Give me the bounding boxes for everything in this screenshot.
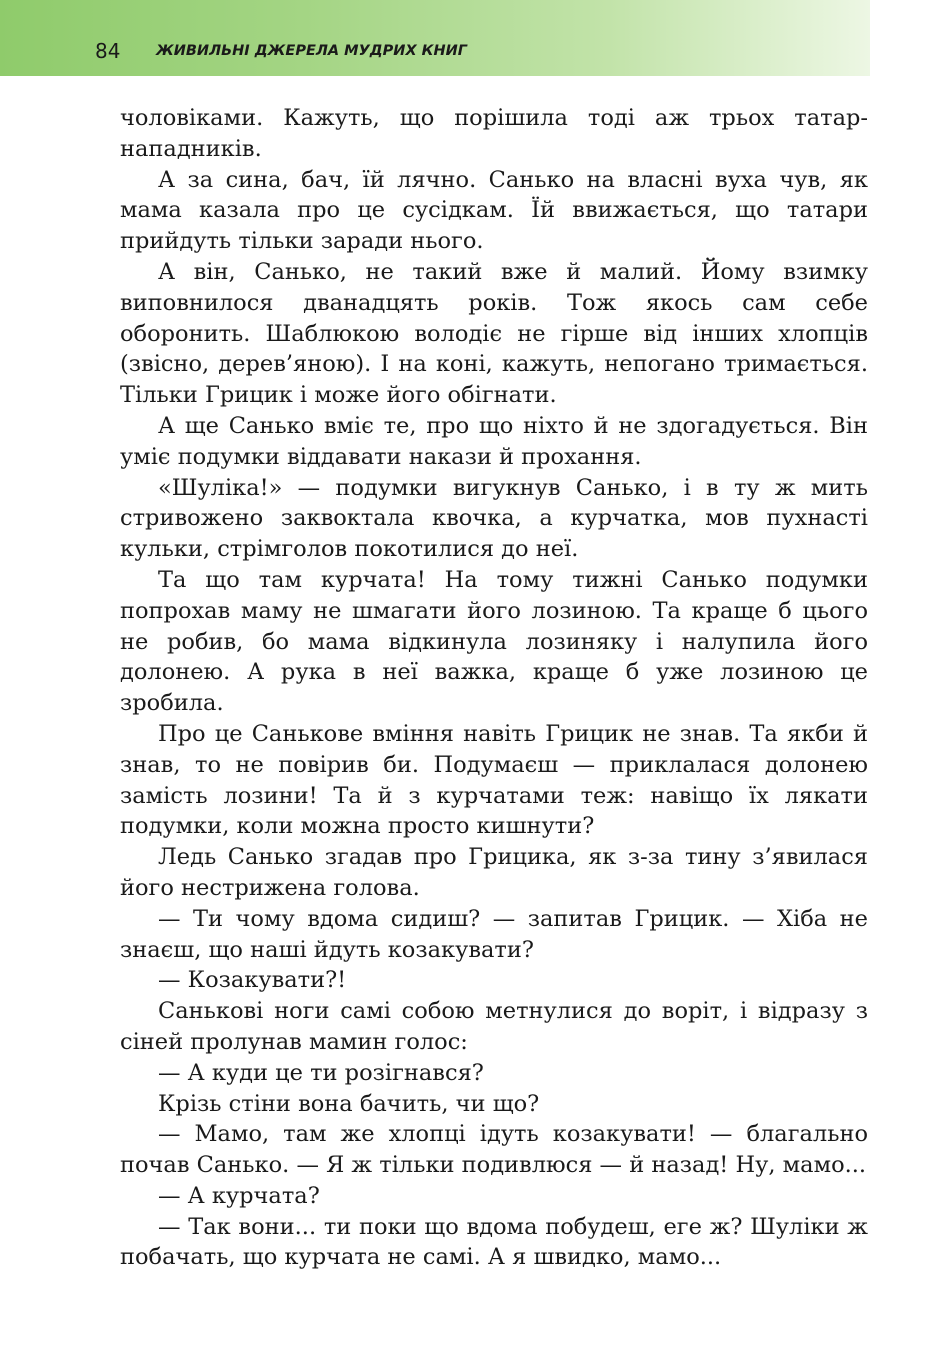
paragraph: А він, Санько, не такий вже й малий. Йому взимку виповнилося дванадцять років. Тож якось сам себе оборонить. Шаблюкою володіє не гірше від інших хлопців (звісно, дерев’яною). І на коні, кажуть, непогано тримається. Тільки Грицик і може його обігнати. <box>120 258 868 409</box>
dialogue-line: — Ти чому вдома сидиш? — запитав Грицик. — Хіба не знаєш, що наші йдуть козакувати? <box>120 905 868 963</box>
paragraph: Про це Санькове вміння навіть Грицик не знав. Та якби й знав, то не повірив би. Подумаєш — приклалася долонею замість лозини! Та й з курчатами теж: навіщо їх лякати подумки, коли можна просто кишнути? <box>120 720 868 840</box>
running-title: ЖИВИЛЬНІ ДЖЕРЕЛА МУДРИХ КНИГ <box>156 43 468 59</box>
header-band <box>0 0 870 76</box>
paragraph: Санькові ноги самі собою метнулися до воріт, і відразу з сіней пролунав мамин голос: <box>120 998 868 1055</box>
dialogue-line: — Так вони... ти поки що вдома побудеш, еге ж? Шуліки ж побачать, що курчата не самі. А я швидко, мамо... <box>120 1213 868 1271</box>
page-number: 84 <box>95 39 121 63</box>
paragraph: Та що там курчата! На тому тижні Санько подумки попрохав маму не шмагати його лозиною. Та краще б цього не робив, бо мама відкинула лозиняку і налупила його долонею. А рука в неї важка, краще б уже лозиною це зробила. <box>120 566 868 717</box>
body-text <box>120 103 868 1273</box>
paragraph: чоловіками. Кажуть, що порішила тоді аж трьох татар-нападників. <box>120 105 868 162</box>
dialogue-line: — А курчата? <box>158 1182 320 1209</box>
paragraph: А за сина, бач, їй лячно. Санько на власні вуха чув, як мама казала про це сусідкам. Їй ввижається, що татари прийдуть тільки заради нього. <box>120 166 868 255</box>
paragraph: Ледь Санько згадав про Грицика, як з-за тину з’явилася його нестрижена голова. <box>120 844 868 901</box>
dialogue-line: — А куди це ти розігнався? <box>158 1059 484 1086</box>
dialogue-line: — Козакувати?! <box>158 967 347 994</box>
dialogue-line: — Мамо, там же хлопці ідуть козакувати! — благально почав Санько. — Я ж тільки подивлюся — й назад! Ну, мамо... <box>120 1121 868 1179</box>
paragraph: «Шуліка!» — подумки вигукнув Санько, і в ту ж мить стривожено заквоктала квочка, а курчатка, мов пухнасті кульки, стрімголов покотилися до неї. <box>120 474 868 563</box>
paragraph: А ще Санько вміє те, про що ніхто й не здогадується. Він уміє подумки віддавати накази й прохання. <box>120 412 868 470</box>
paragraph: Крізь стіни вона бачить, чи що? <box>158 1090 540 1117</box>
